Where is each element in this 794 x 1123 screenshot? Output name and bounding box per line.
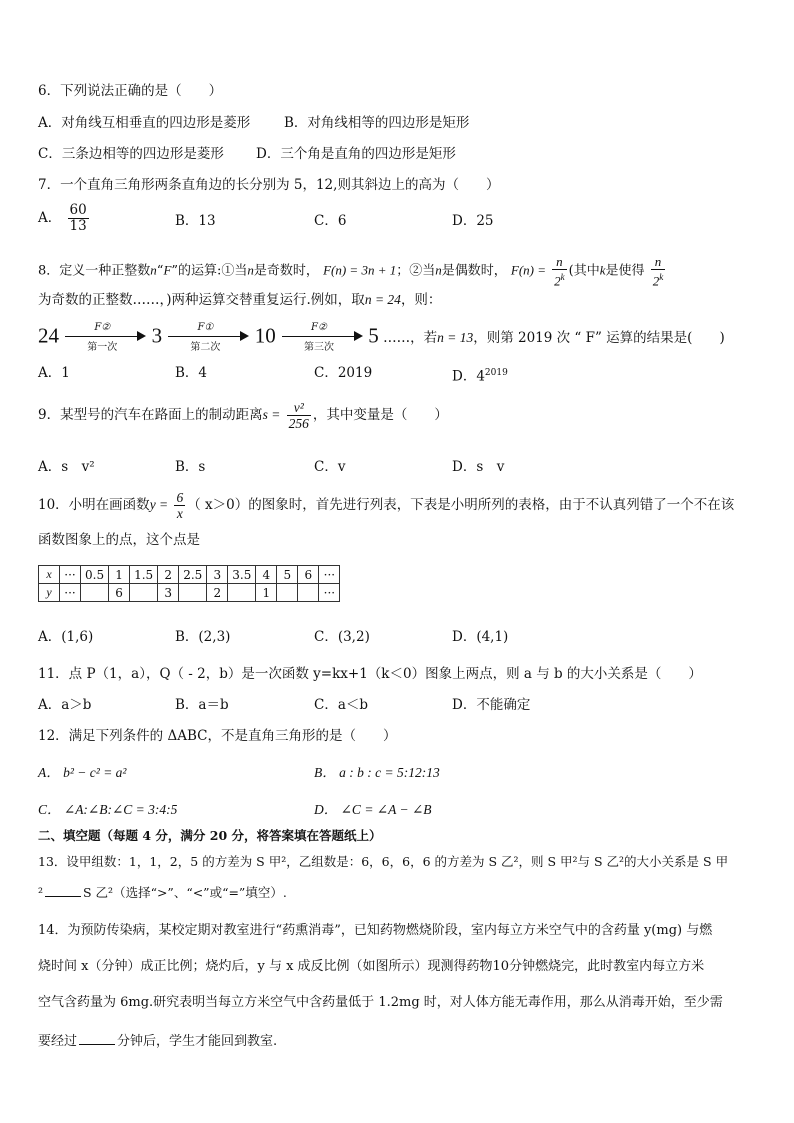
q8-seq-arrow-1	[65, 322, 145, 353]
q13-line2-pre: ²	[38, 885, 44, 900]
q8-var-k: k	[599, 262, 606, 278]
q8-text-5: ；②当	[396, 263, 436, 279]
q8-seq-op-3: F②	[311, 322, 327, 333]
q8-even-den-base-2: 2	[652, 273, 660, 289]
q8-text-4: 是奇数时，	[253, 263, 319, 279]
table-cell: ···	[60, 584, 81, 602]
q8-option-d	[452, 364, 508, 386]
q8-option-c: C．2019	[314, 365, 373, 381]
q10-line2: 函数图象上的点，这个点是	[38, 532, 200, 548]
q8-seq-step-1: 第一次	[87, 342, 118, 353]
q6-option-a: A．对角线互相垂直的四边形是菱形	[38, 115, 251, 131]
table-cell	[228, 584, 256, 602]
q14-line4-post: 分钟后，学生才能回到教室.	[117, 1034, 278, 1049]
table-cell: 4	[256, 566, 277, 584]
table-cell	[81, 584, 109, 602]
q10-text-2: （ x＞0）的图象时，首先进行列表，下表是小明所列的表格，由于不认真列错了一个不在该	[187, 497, 735, 513]
q7-option-d: D．25	[452, 213, 494, 229]
q11-option-b: B．a＝b	[175, 697, 229, 713]
q8-seq-op-2: F①	[197, 322, 214, 333]
q10-option-d: D．(4,1)	[452, 629, 509, 645]
q12-option-c: C． ∠A:∠B:∠C = 3:4:5	[38, 802, 178, 817]
q7-option-c: C．6	[314, 213, 347, 229]
q12-option-d: D． ∠C = ∠A − ∠B	[314, 802, 432, 817]
q7-option-a-label: A．	[38, 210, 62, 226]
q8-line2-end: ，则：	[400, 292, 442, 308]
q10-table-row-y	[39, 584, 340, 602]
q8-var-n-3: n	[435, 262, 442, 278]
q14-answer-blank	[79, 1030, 115, 1045]
q8-even-fraction-2	[651, 254, 666, 288]
arrow-shaft	[65, 336, 139, 337]
q14-line3: 空气含药量为 6mg.研究表明当每立方米空气中含药量低于 1.2mg 时，对人体方能无毒作用，那么从消毒开始，至少需	[38, 995, 723, 1010]
q6-option-c: C．三条边相等的四边形是菱形	[38, 146, 224, 162]
q7-option-a-fraction	[68, 203, 89, 234]
q8-even-lhs: F(n) =	[510, 262, 547, 278]
q8-line1	[38, 254, 667, 288]
q8-var-f: F	[163, 262, 172, 278]
arrow-shaft	[168, 336, 242, 337]
q12-option-a: A． b² − c² = a²	[38, 765, 127, 780]
q11-option-c: C．a＜b	[314, 697, 369, 713]
q13-line2-post: S 乙²（选择“>”、“<”或“=”填空）.	[83, 885, 287, 900]
q9-text: 9．某型号的汽车在路面上的制动距离	[38, 407, 263, 423]
q8-text-2: “	[156, 263, 164, 279]
arrow-shaft	[282, 336, 356, 337]
q14-line4-pre: 要经过	[38, 1034, 78, 1049]
q8-seq-step-3: 第三次	[303, 342, 334, 353]
table-cell: 2	[207, 584, 228, 602]
table-cell: x	[39, 566, 60, 584]
q10-line1	[38, 490, 734, 521]
q7-a-numerator: 60	[69, 202, 87, 218]
q8-text-6: 是偶数时，	[441, 263, 507, 279]
q8-even-numerator-2: n	[651, 254, 666, 270]
table-cell: 2	[158, 566, 179, 584]
q10-func-lhs: y =	[149, 497, 169, 512]
q11-stem: 11．点 P（1，a），Q（ - 2，b）是一次函数 y=kx+1（k＜0）图象上两点，则 a 与 b 的大小关系是（ ）	[38, 666, 702, 682]
q7-a-denominator: 13	[69, 218, 87, 234]
q9-option-b: B．s	[175, 459, 206, 475]
q9-stem	[38, 400, 448, 431]
q7-option-b: B．13	[175, 213, 216, 229]
q10-option-b: B．(2,3)	[175, 629, 231, 645]
table-cell	[277, 584, 298, 602]
q9-fraction	[287, 400, 311, 431]
q10-numerator: 6	[176, 490, 184, 505]
q8-even-numerator: n	[552, 254, 567, 270]
q8-seq-arrow-3	[282, 322, 362, 353]
q8-seq-step-2: 第二次	[190, 342, 221, 353]
q9-tail: ，其中变量是（ ）	[312, 407, 448, 423]
q8-option-b: B．4	[175, 365, 208, 381]
q8-even-fraction	[552, 254, 567, 288]
q10-fraction	[174, 490, 185, 521]
q10-text-1: 10．小明在画函数	[38, 497, 150, 513]
table-cell: ···	[319, 566, 340, 584]
q8-line2	[38, 291, 441, 309]
q7-option-a	[38, 203, 91, 234]
table-cell: 1	[256, 584, 277, 602]
table-cell: y	[39, 584, 60, 602]
q8-odd-formula: F(n) = 3n + 1	[323, 262, 397, 278]
q10-table-row-x	[39, 566, 340, 584]
table-cell: 1	[109, 566, 130, 584]
table-cell: 3.5	[228, 566, 256, 584]
q8-seq-end: ，则第 2019 次 “ F” 运算的结果是( )	[473, 330, 725, 346]
q6-option-d: D．三个角是直角的四边形是矩形	[256, 146, 456, 162]
table-cell: 3	[158, 584, 179, 602]
q8-var-n-2: n	[247, 262, 254, 278]
q9-denominator: 256	[288, 416, 309, 431]
q8-var-n: n	[150, 262, 157, 278]
q14-line2: 烧时间 x（分钟）成正比例；烧灼后，y 与 x 成反比例（如图所示）现测得药物10分钟燃烧完，此时教室内每立方米	[38, 959, 705, 974]
q9-lhs: s =	[262, 407, 281, 422]
q9-option-d: D．s v	[452, 459, 505, 475]
table-cell: 5	[277, 566, 298, 584]
q8-even-den-base: 2	[554, 273, 561, 289]
q13-line1: 13．设甲组数：1，1，2，5 的方差为 S 甲²，乙组数是：6，6，6，6 的方差为 S 乙²，则 S 甲²与 S 乙²的大小关系是 S 甲	[38, 854, 729, 869]
q9-option-a: A．s v²	[38, 459, 95, 475]
q7-stem: 7．一个直角三角形两条直角边的长分别为 5，12,则其斜边上的高为（ ）	[38, 177, 500, 193]
q10-option-c: C．(3,2)	[314, 629, 370, 645]
table-cell: 3	[207, 566, 228, 584]
q10-denominator: x	[176, 506, 183, 521]
q8-seq-value-1: 24	[38, 323, 59, 348]
q8-option-d-base: D．4	[452, 368, 485, 385]
q8-even-denominator-2	[651, 270, 666, 288]
q6-option-b: B．对角线相等的四边形是矩形	[284, 115, 470, 131]
q8-sequence	[38, 322, 725, 352]
table-cell: 0.5	[81, 566, 109, 584]
q8-even-denominator	[552, 270, 567, 288]
q8-seq-value-4: 5	[368, 323, 379, 348]
q8-even-den-exp-2: k	[659, 272, 664, 282]
table-cell: 2.5	[179, 566, 207, 584]
q8-seq-tail	[383, 330, 725, 346]
q8-seq-value-3: 10	[254, 323, 276, 348]
q10-option-a: A．(1,6)	[38, 629, 94, 645]
table-cell: ···	[60, 566, 81, 584]
table-cell	[179, 584, 207, 602]
table-cell	[130, 584, 158, 602]
q11-option-a: A．a＞b	[38, 697, 92, 713]
q14-line1: 14．为预防传染病，某校定期对教室进行“药熏消毒”，已知药物燃烧阶段，室内每立方米空气中的含药量 y(mg) 与燃	[38, 923, 713, 938]
q8-line2-eq: n = 24	[364, 292, 401, 307]
q12-stem: 12．满足下列条件的 ΔABC，不是直角三角形的是（ ）	[38, 728, 397, 744]
q8-seq-arrow-2	[168, 322, 248, 353]
q8-text-1: 8．定义一种正整数	[38, 263, 151, 279]
q8-seq-tail-text: ……，若	[383, 330, 438, 346]
q8-even-den-exp: k	[560, 272, 565, 282]
table-cell: 1.5	[130, 566, 158, 584]
q8-seq-value-2: 3	[151, 323, 163, 348]
q13-line2	[38, 882, 287, 902]
q14-line4	[38, 1030, 277, 1051]
q11-option-d: D．不能确定	[452, 697, 531, 713]
q9-numerator: v²	[287, 400, 311, 416]
q10-value-table	[38, 565, 340, 602]
table-cell: 6	[109, 584, 130, 602]
table-cell: 6	[298, 566, 319, 584]
q8-option-d-exp: 2019	[484, 368, 508, 378]
q8-text-7: (其中	[568, 263, 600, 279]
q8-seq-eq: n = 13	[437, 330, 474, 345]
q8-option-a: A．1	[38, 365, 70, 381]
q12-option-b: B． a : b : c = 5:12:13	[314, 765, 440, 780]
q8-seq-op-1: F②	[94, 322, 111, 333]
q8-text-3: ”的运算:①当	[171, 263, 248, 279]
q9-option-c: C．v	[314, 459, 346, 475]
q13-answer-blank	[45, 882, 81, 897]
q6-stem: 6．下列说法正确的是（ ）	[38, 83, 223, 99]
table-cell	[298, 584, 319, 602]
q8-line2-text: 为奇数的正整数……，)两种运算交替重复运行.例如，取	[38, 292, 365, 308]
q8-text-8: 是使得	[605, 263, 645, 279]
table-cell: ···	[319, 584, 340, 602]
section-fill-in-title: 二、填空题（每题 4 分，满分 20 分，将答案填在答题纸上）	[38, 828, 382, 843]
